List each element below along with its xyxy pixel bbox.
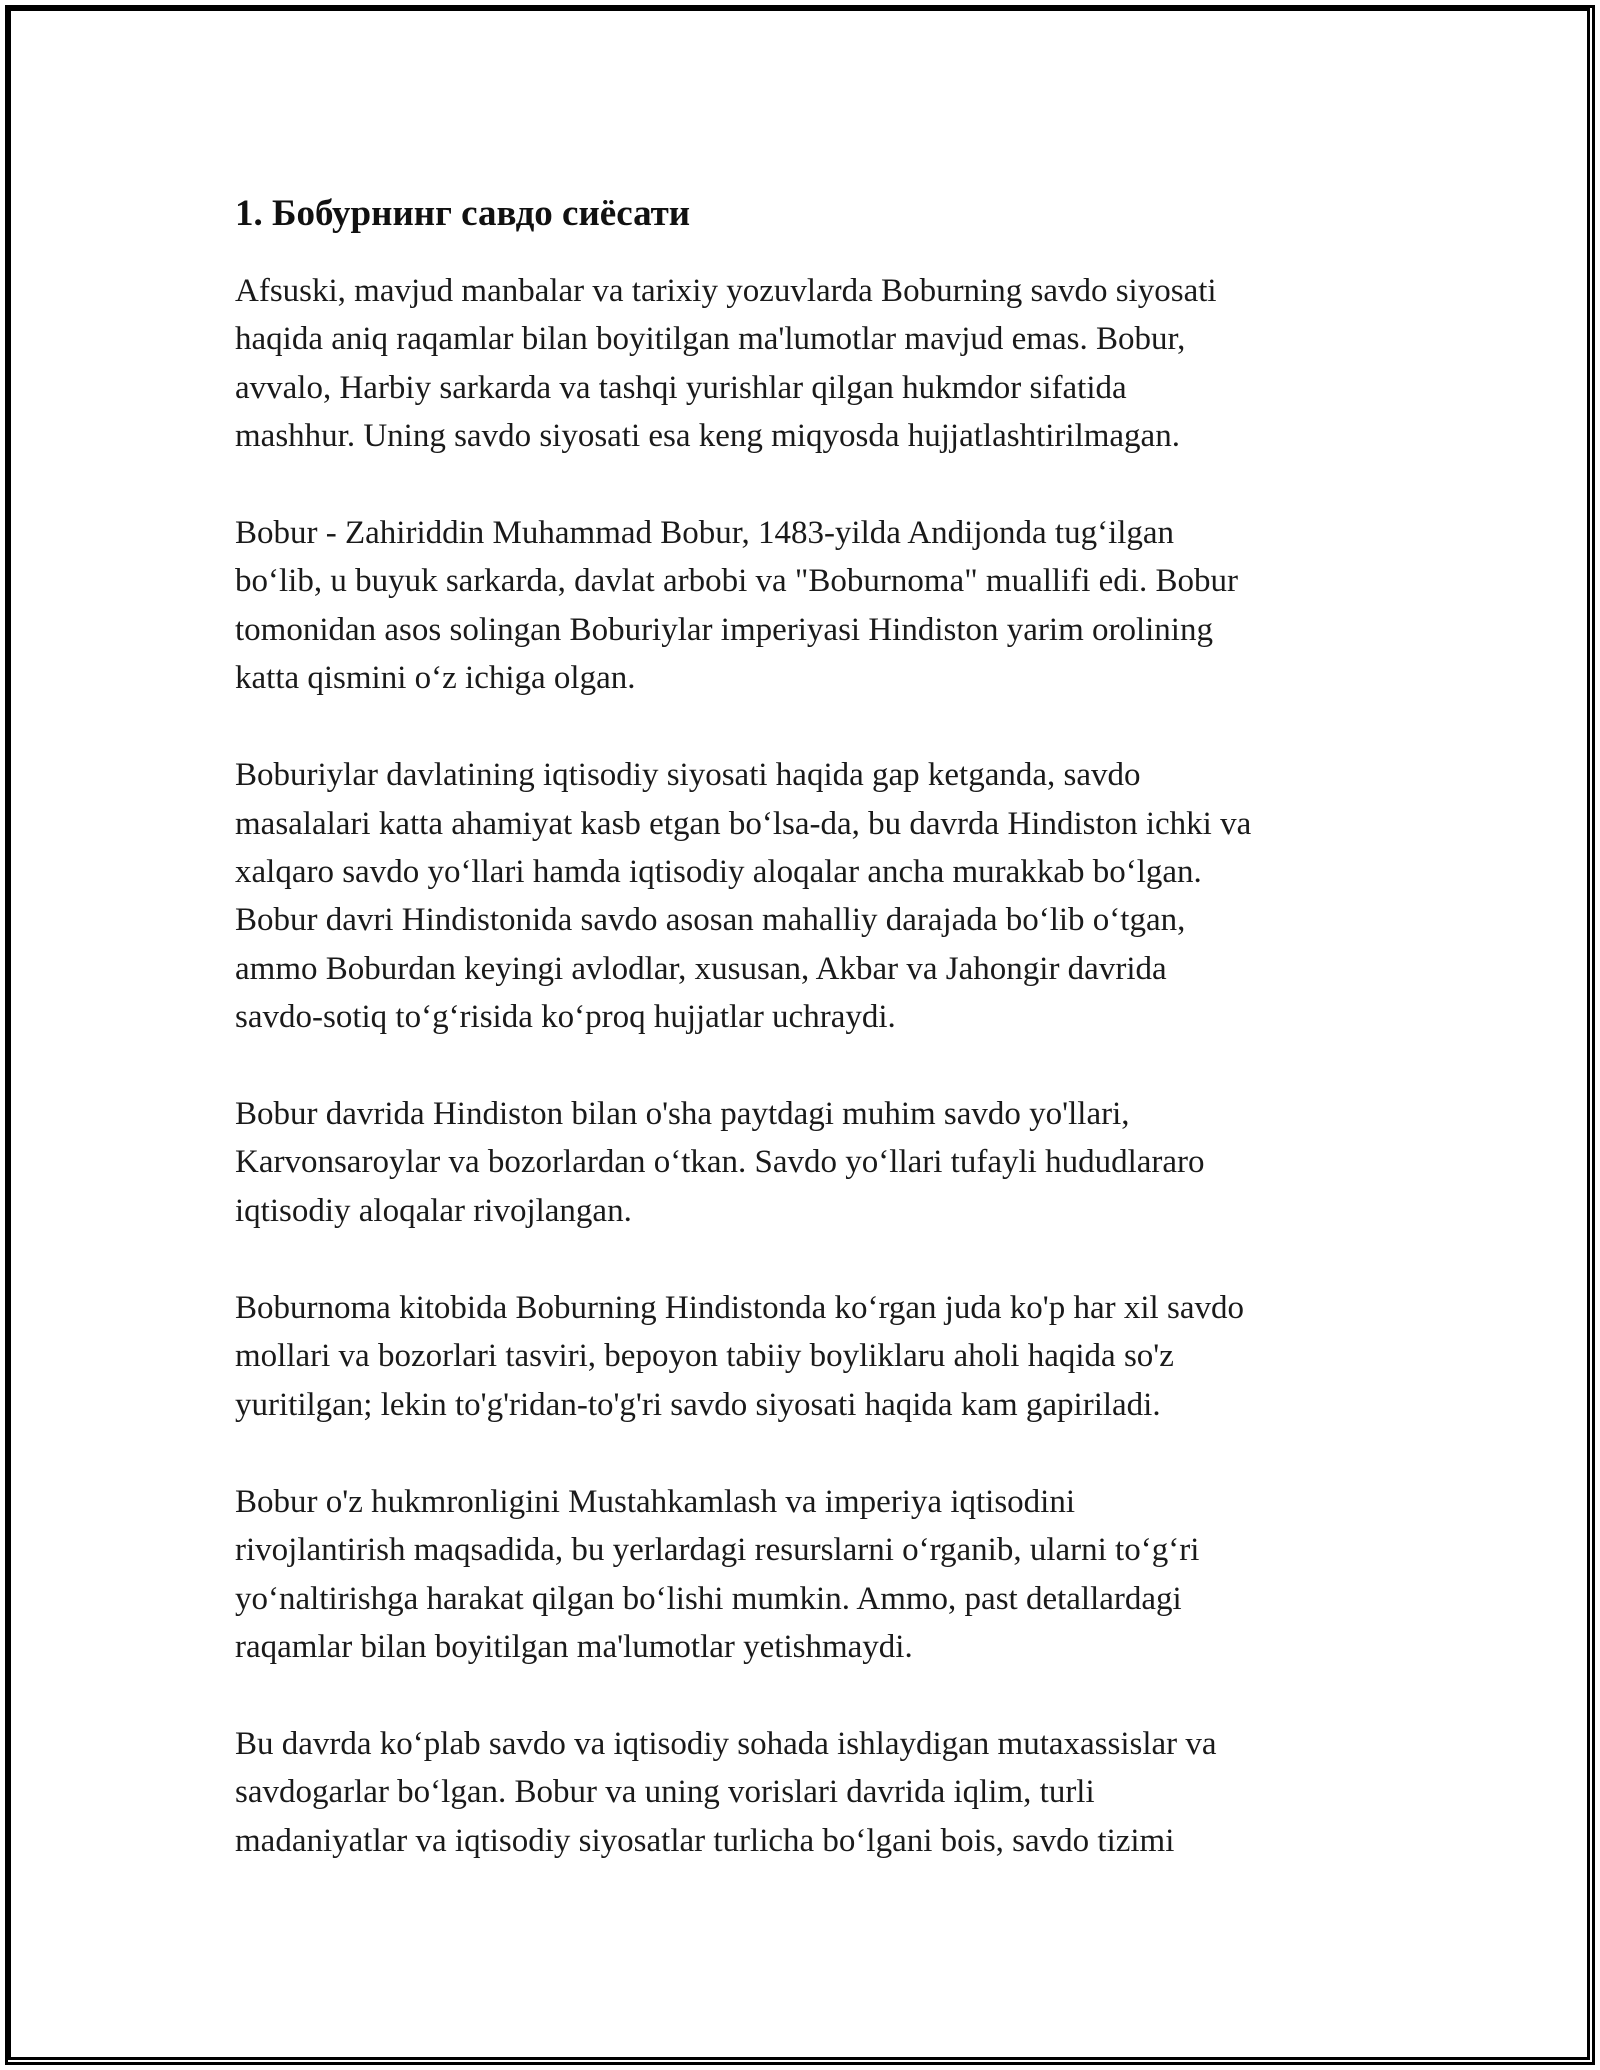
text-line: tomonidan asos solingan Boburiylar imperiyasi Hindiston yarim orolining bbox=[235, 611, 1213, 648]
paragraph-5 bbox=[235, 1284, 1375, 1429]
paragraph-6 bbox=[235, 1478, 1375, 1671]
text-line: rivojlantirish maqsadida, bu yerlardagi resurslarni o‘rganib, ularni to‘g‘ri bbox=[235, 1532, 1200, 1569]
text-line: raqamlar bilan boyitilgan ma'lumotlar yetishmaydi. bbox=[235, 1628, 913, 1665]
text-line: bo‘lib, u buyuk sarkarda, davlat arbobi va "Boburnoma" muallifi edi. Bobur bbox=[235, 563, 1238, 600]
paragraph-1 bbox=[235, 267, 1375, 460]
paragraph-7 bbox=[235, 1720, 1375, 1865]
text-line: haqida aniq raqamlar bilan boyitilgan ma'lumotlar mavjud emas. Bobur, bbox=[235, 321, 1186, 358]
text-line: savdo-sotiq to‘g‘risida ko‘proq hujjatlar uchraydi. bbox=[235, 998, 896, 1035]
text-line: yo‘naltirishga harakat qilgan bo‘lishi mumkin. Ammo, past detallardagi bbox=[235, 1580, 1182, 1617]
text-line: ammo Boburdan keyingi avlodlar, xususan, Akbar va Jahongir davrida bbox=[235, 950, 1167, 987]
text-line: yuritilgan; lekin to'g'ridan-to'g'ri savdo siyosati haqida kam gapiriladi. bbox=[235, 1386, 1161, 1423]
text-line: Karvonsaroylar va bozorlardan o‘tkan. Savdo yo‘llari tufayli hududlararo bbox=[235, 1144, 1205, 1181]
text-line: Boburiylar davlatining iqtisodiy siyosati haqida gap ketganda, savdo bbox=[235, 757, 1141, 794]
paragraph-4 bbox=[235, 1090, 1375, 1235]
text-line: mollari va bozorlari tasviri, bepoyon tabiiy boyliklaru aholi haqida so'z bbox=[235, 1338, 1174, 1375]
text-line: iqtisodiy aloqalar rivojlangan. bbox=[235, 1192, 632, 1229]
document-body bbox=[235, 187, 1375, 1914]
text-line: Bu davrda ko‘plab savdo va iqtisodiy sohada ishlaydigan mutaxassislar va bbox=[235, 1726, 1217, 1763]
paragraph-3 bbox=[235, 751, 1375, 1041]
text-line: Bobur davrida Hindiston bilan o'sha paytdagi muhim savdo yo'llari, bbox=[235, 1096, 1130, 1133]
text-line: Bobur davri Hindistonida savdo asosan mahalliy darajada bo‘lib o‘tgan, bbox=[235, 902, 1186, 939]
text-line: Boburnoma kitobida Boburning Hindistonda ko‘rgan juda ko'p har xil savdo bbox=[235, 1290, 1244, 1327]
section-heading: 1. Бобурнинг савдо сиёсати bbox=[235, 193, 691, 234]
text-line: savdogarlar bo‘lgan. Bobur va uning vorislari davrida iqlim, turli bbox=[235, 1774, 1095, 1811]
text-line: madaniyatlar va iqtisodiy siyosatlar turlicha bo‘lgani bois, savdo tizimi bbox=[235, 1822, 1175, 1859]
paragraph-2 bbox=[235, 509, 1375, 702]
text-line: mashhur. Uning savdo siyosati esa keng miqyosda hujjatlashtirilmagan. bbox=[235, 417, 1180, 454]
text-line: katta qismini o‘z ichiga olgan. bbox=[235, 660, 636, 697]
text-line: masalalari katta ahamiyat kasb etgan bo‘lsa-da, bu davrda Hindiston ichki va bbox=[235, 805, 1252, 842]
text-line: avvalo, Harbiy sarkarda va tashqi yurishlar qilgan hukmdor sifatida bbox=[235, 369, 1127, 406]
text-line: Bobur - Zahiriddin Muhammad Bobur, 1483-yilda Andijonda tug‘ilgan bbox=[235, 515, 1175, 552]
text-line: Bobur o'z hukmronligini Mustahkamlash va imperiya iqtisodini bbox=[235, 1483, 1076, 1520]
text-line: xalqaro savdo yo‘llari hamda iqtisodiy aloqalar ancha murakkab bo‘lgan. bbox=[235, 853, 1202, 890]
text-line: Afsuski, mavjud manbalar va tarixiy yozuvlarda Boburning savdo siyosati bbox=[235, 273, 1217, 309]
